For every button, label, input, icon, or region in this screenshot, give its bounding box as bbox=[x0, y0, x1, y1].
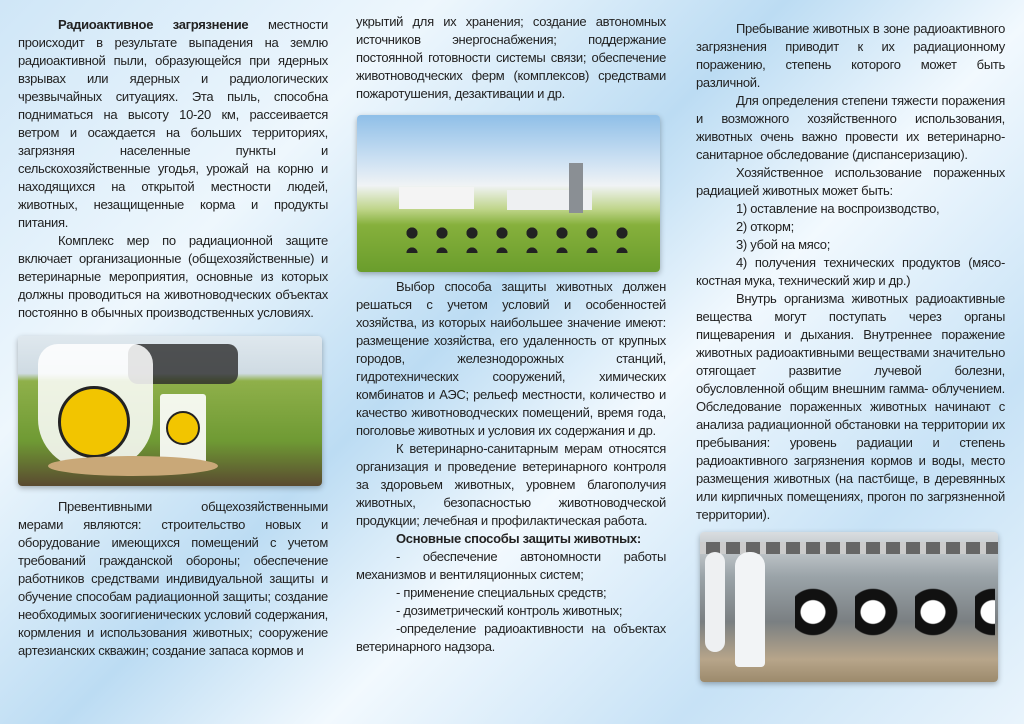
heading-text: Основные способы защиты животных: bbox=[396, 531, 641, 546]
list-item: - дозиметрический контроль животных; bbox=[396, 603, 623, 618]
barn bbox=[399, 187, 474, 209]
list-item: 3) убой на мясо; bbox=[736, 237, 831, 252]
list-item: 1) оставление на воспроизводство, bbox=[736, 201, 940, 216]
list-item: 2) откорм; bbox=[736, 219, 794, 234]
table bbox=[48, 456, 218, 476]
paragraph-protection-choice: Выбор способа защиты животных должен решаться с учетом условий и особенностей хозяйства, из которых наибольшее значение имеют: размещение хозяйства, его удаленность от крупных городов, железнодорожных станций, гидротехнических сооружений, химических комбинатов и АЭС; рельеф местности, количество и качество животноводческих помещений, время года, поголовье животных и условия их содержания и др. bbox=[356, 279, 666, 438]
vet-in-suit bbox=[735, 552, 765, 667]
paragraph-internal-exposure: Внутрь организма животных радиоактивные вещества могут поступать через органы пищеварения и дыхания. Внутреннее поражение животных радиоактивными веществами значительно отягощает развитие лучевой болезни, обусловленной общим внешним гамма- облучением. Обследование пораженных животных начинают с анализа радиационной обстановки на территории их пребывания: уровень радиации и степень радиоактивного загрязнения кормов и воды, место размещения животных (на пастбище, в деревянных или кирпичных помещениях, прогон по загрязненной территории). bbox=[696, 291, 1005, 522]
paragraph-radioactive-contamination bbox=[18, 16, 328, 232]
term-radioactive-contamination: Радиоактивное загрязнение bbox=[58, 17, 249, 32]
column-2 bbox=[356, 13, 666, 656]
photo-farm-cows bbox=[357, 115, 660, 272]
list-item: - обеспечение автономности работы механизмов и вентиляционных систем; bbox=[356, 549, 666, 582]
vet-in-suit bbox=[705, 552, 725, 652]
list-item: - применение специальных средств; bbox=[396, 585, 607, 600]
paragraph-preventive-measures: Превентивными общехозяйственными мерами являются: строительство новых и оборудование имеющихся помещений с учетом требований гражданской обороны; обеспечение работников средствами индивидуальной защиты и обучение способам радиационной защиты; создание необходимых зоогигиенических условий содержания, кормления и использования животных; сооружение артезианских скважин; создание запаса кормов и bbox=[18, 499, 328, 658]
heading-main-methods bbox=[356, 530, 666, 548]
radiation-icon bbox=[58, 386, 130, 458]
paragraph-animals-in-zone: Пребывание животных в зоне радиоактивного загрязнения приводит к их радиационному поражению, степень которого может быть различной. bbox=[696, 21, 1005, 90]
photo-milk-radiation bbox=[18, 336, 322, 486]
column-3 bbox=[696, 20, 1005, 682]
column-1 bbox=[18, 16, 328, 660]
paragraph-vet-measures: К ветеринарно-санитарным мерам относятся организация и проведение ветеринарного контроля за здоровьем животных, уровнем благополучия животных, безопасностью животноводческой продукции; лечебная и профилактическая работа. bbox=[356, 441, 666, 528]
list-item: -определение радиоактивности на объектах ветеринарного надзора. bbox=[356, 621, 666, 654]
paragraph-economic-use: Хозяйственное использование пораженных радиацией животных может быть: bbox=[696, 165, 1005, 198]
silo bbox=[569, 163, 583, 213]
paragraph-text: местности происходит в результате выпадения на землю радиоактивной пыли, образующейся при ядерных взрывах или ядерных и радиологических чрезвычайных ситуациях. Эта пыль, способна подниматься на высоту 10-20 км, рассеивается ветром и осаждается на больших территориях, загрязняя населенные пункты и сельскохозяйственные угодья, урожай на корню и находящихся на открытой местности людей, животных, незащищенные корма и продукты питания. bbox=[18, 17, 328, 230]
list-item: 4) получения технических продуктов (мясо-костная мука, технический жир и др.) bbox=[696, 255, 1005, 288]
photo-vets-cows bbox=[700, 532, 998, 682]
paragraph-shelters: укрытий для их хранения; создание автономных источников энергоснабжения; поддержание постоянной готовности системы связи; обеспечение животноводческих ферм (комплексов) средствами пожаротушения, дезактивации и др. bbox=[356, 14, 666, 101]
cows bbox=[795, 572, 995, 652]
radiation-icon-small bbox=[166, 411, 200, 445]
cows bbox=[397, 223, 637, 253]
paragraph-protection-complex: Комплекс мер по радиационной защите включает организационные (общехозяйственные) и ветеринарные мероприятия, основные из которых должны проводиться на животноводческих объектах постоянно в обычных производственных условиях. bbox=[18, 233, 328, 320]
paragraph-severity: Для определения степени тяжести поражения и возможного хозяйственного использования, животных очень важно провести их ветеринарно-санитарное обследование (диспансеризацию). bbox=[696, 93, 1005, 162]
